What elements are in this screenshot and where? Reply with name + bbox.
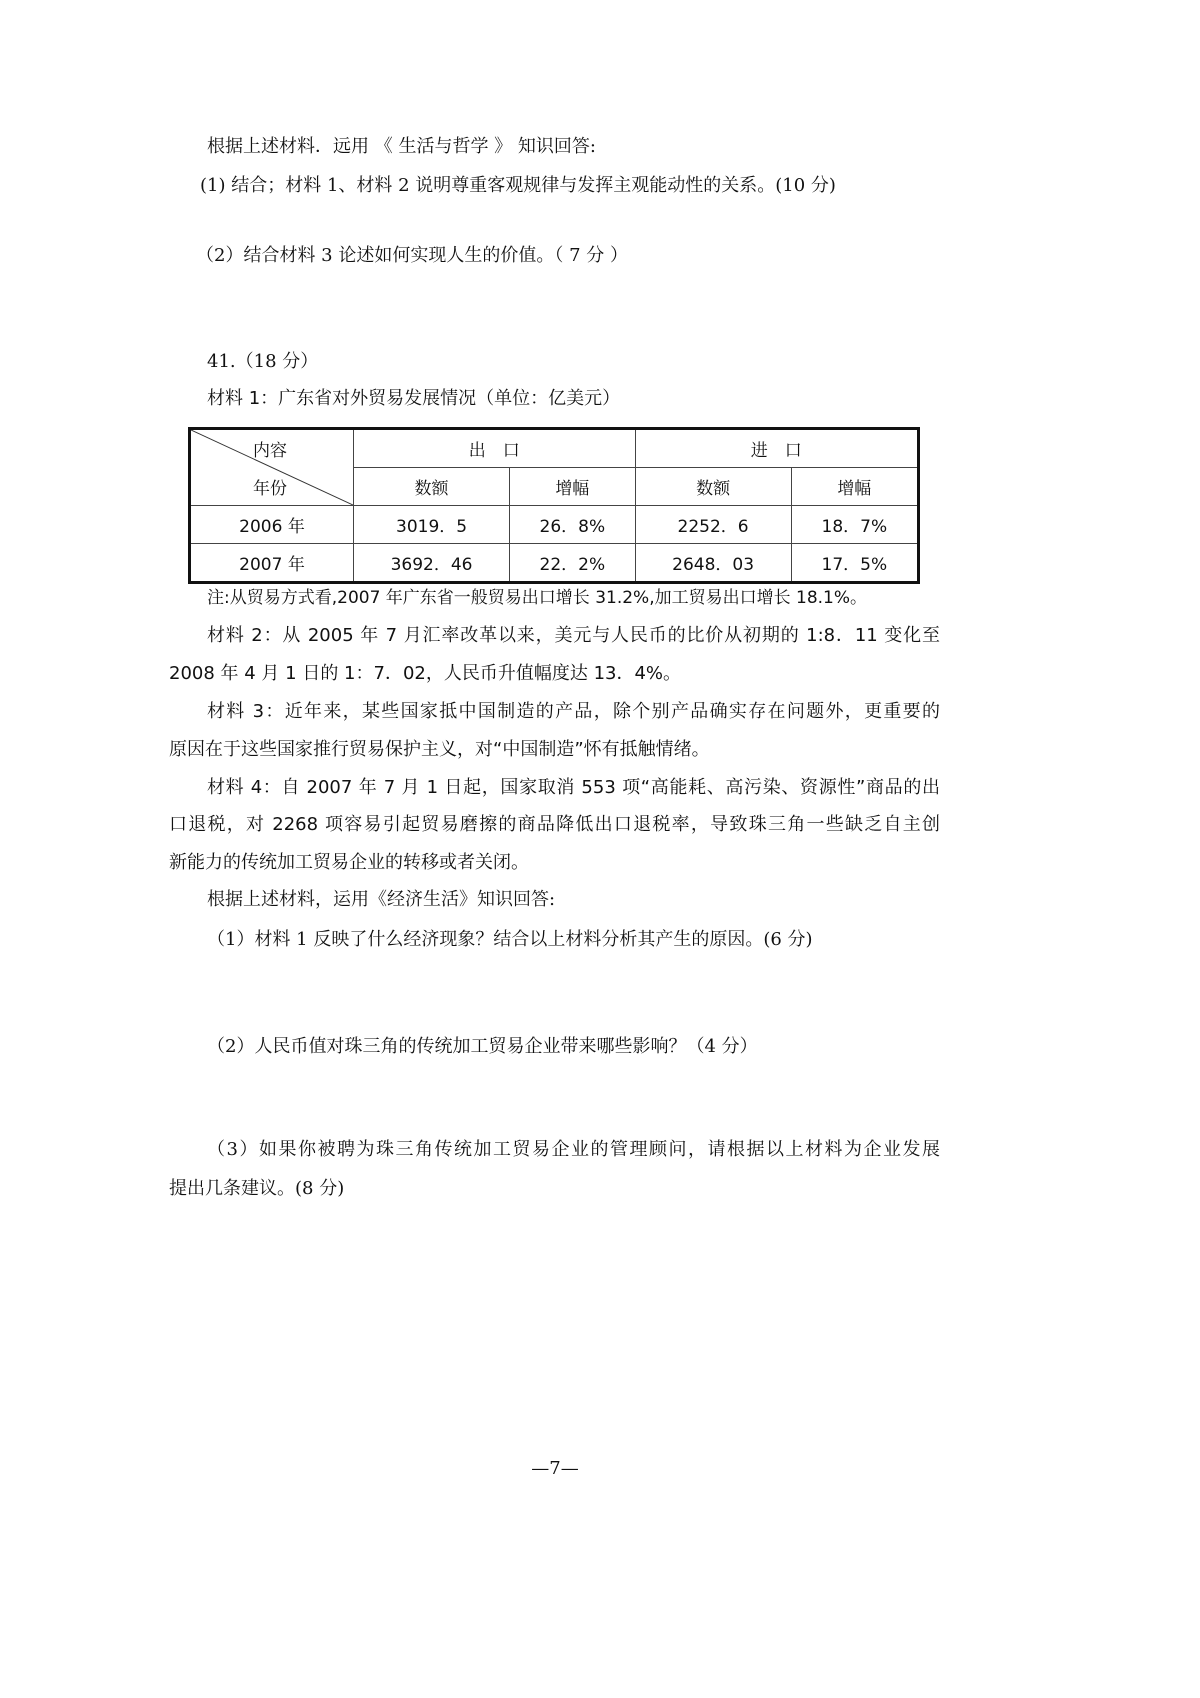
trade-table: [188, 427, 920, 584]
import-amount-cell: 2648．03: [635, 544, 791, 583]
material-2-line-1: 材料 2：从 2005 年 7 月汇率改革以来，美元与人民币的比价从初期的 1:8．11 变化至: [207, 625, 940, 646]
material-3-line-2: 原因在于这些国家推行贸易保护主义，对“中国制造”怀有抵触情绪。: [169, 739, 710, 760]
q41-question-2: （2）人民币值对珠三角的传统加工贸易企业带来哪些影响？（4 分）: [207, 1036, 758, 1057]
material-4-line-2: 口退税，对 2268 项容易引起贸易磨擦的商品降低出口退税率，导致珠三角一些缺乏自主创: [169, 814, 940, 835]
table-row: [190, 544, 919, 583]
q40-question-1: (1) 结合；材料 1、材料 2 说明尊重客观规律与发挥主观能动性的关系。(10 分): [200, 175, 836, 196]
export-amount-header: 数额: [354, 468, 510, 506]
import-amount-header: 数额: [635, 468, 791, 506]
import-growth-cell: 17．5%: [791, 544, 918, 583]
q40-intro: 根据上述材料．远用 《 生活与哲学 》 知识回答:: [207, 136, 596, 157]
material-1-title: 材料 1：广东省对外贸易发展情况（单位：亿美元）: [207, 388, 621, 409]
import-growth-cell: 18．7%: [791, 506, 918, 544]
export-growth-header: 增幅: [510, 468, 635, 506]
material-4-line-3: 新能力的传统加工贸易企业的转移或者关闭。: [169, 852, 529, 873]
export-amount-cell: 3692．46: [354, 544, 510, 583]
q41-question-3-line-1: （3）如果你被聘为珠三角传统加工贸易企业的管理顾问，请根据以上材料为企业发展: [207, 1139, 940, 1160]
q40-question-2: （2）结合材料 3 论述如何实现人生的价值。（ 7 分 ）: [196, 245, 628, 266]
import-amount-cell: 2252．6: [635, 506, 791, 544]
material-4-line-1: 材料 4：自 2007 年 7 月 1 日起，国家取消 553 项“高能耗、高污染、资源性”商品的出: [207, 777, 940, 798]
year-cell: 2006 年: [190, 506, 354, 544]
q41-question-1: （1）材料 1 反映了什么经济现象？结合以上材料分析其产生的原因。(6 分): [207, 929, 813, 950]
corner-content-label: 内容: [253, 441, 287, 461]
import-growth-header: 增幅: [791, 468, 918, 506]
q41-question-3-line-2: 提出几条建议。(8 分): [169, 1178, 345, 1199]
export-growth-cell: 26．8%: [510, 506, 635, 544]
import-header: 进 口: [635, 429, 918, 468]
page-number: —7—: [531, 1458, 579, 1479]
material-2-line-2: 2008 年 4 月 1 日的 1：7．02，人民币升值幅度达 13．4%。: [169, 663, 682, 684]
q41-title: 41.（18 分）: [207, 351, 319, 372]
q41-ask: 根据上述材料，运用《经济生活》知识回答:: [207, 889, 556, 910]
export-amount-cell: 3019．5: [354, 506, 510, 544]
material-3-line-1: 材料 3：近年来，某些国家抵中国制造的产品，除个别产品确实存在问题外，更重要的: [207, 701, 940, 722]
table-note: 注:从贸易方式看,2007 年广东省一般贸易出口增长 31.2%,加工贸易出口增长 18.1%。: [207, 588, 868, 608]
export-header: 出 口: [354, 429, 636, 468]
table-corner-header: [190, 429, 354, 506]
corner-year-label: 年份: [253, 479, 287, 499]
export-growth-cell: 22．2%: [510, 544, 635, 583]
year-cell: 2007 年: [190, 544, 354, 583]
table-row: [190, 506, 919, 544]
